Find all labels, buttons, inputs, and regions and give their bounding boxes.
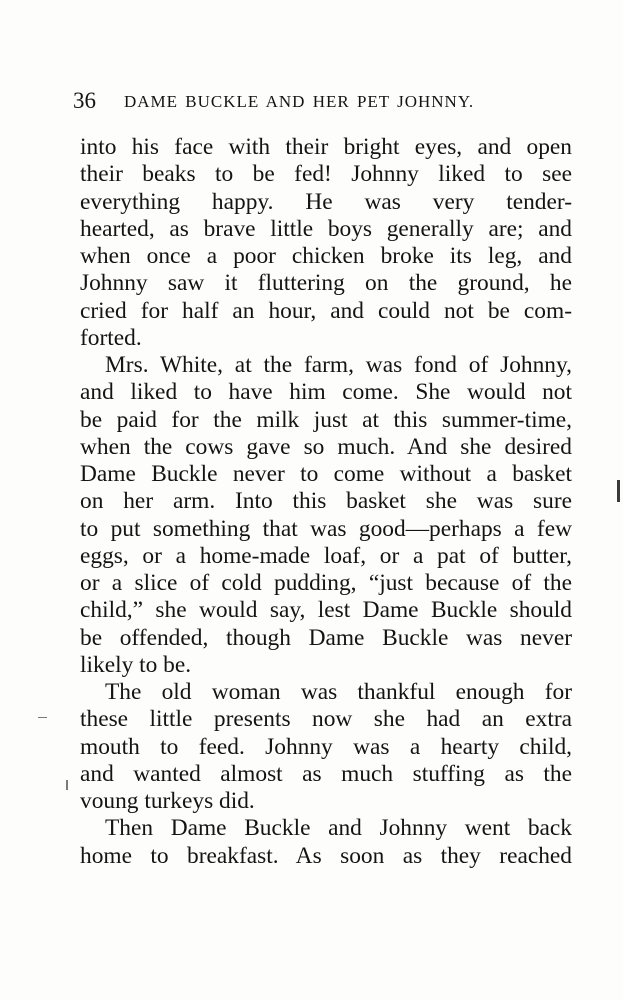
text-line: these little presents now she had an extra bbox=[80, 706, 572, 733]
page-number: 36 bbox=[73, 88, 96, 113]
text-line: eggs, or a home-made loaf, or a pat of butter, bbox=[80, 542, 572, 569]
text-line: mouth to feed. Johnny was a hearty child, bbox=[80, 733, 572, 760]
text-line: when once a poor chicken broke its leg, and bbox=[80, 243, 572, 269]
text-line: hearted, as brave little boys generally are; and bbox=[80, 215, 572, 242]
text-line: their beaks to be fed! Johnny liked to see bbox=[80, 161, 572, 188]
text-line: be offended, though Dame Buckle was never bbox=[80, 624, 572, 651]
text-line: Dame Buckle never to come without a basket bbox=[80, 461, 572, 487]
text-line: Johnny saw it fluttering on the ground, he bbox=[80, 270, 572, 297]
text-line: and liked to have him come. She would not bbox=[80, 379, 572, 406]
text-line: voung turkeys did. bbox=[80, 788, 255, 814]
text-line: on her arm. Into this basket she was sure bbox=[80, 488, 572, 515]
body-text bbox=[80, 134, 572, 870]
text-line: Then Dame Buckle and Johnny went back bbox=[105, 815, 572, 842]
text-line: cried for half an hour, and could not be com- bbox=[80, 297, 572, 324]
text-line: and wanted almost as much stuffing as the bbox=[80, 760, 572, 787]
text-line: to put something that was good—perhaps a few bbox=[80, 515, 572, 542]
text-line: likely to be. bbox=[80, 651, 192, 678]
margin-mark bbox=[617, 480, 620, 502]
text-line: child,” she would say, lest Dame Buckle should bbox=[80, 597, 572, 624]
text-line: home to breakfast. As soon as they reached bbox=[80, 842, 572, 869]
text-line: when the cows gave so much. And she desired bbox=[80, 433, 572, 460]
text-line: into his face with their bright eyes, and open bbox=[80, 134, 572, 160]
running-head: DAME BUCKLE AND HER PET JOHNNY. bbox=[124, 92, 475, 111]
text-line: Mrs. White, at the farm, was fond of Johnny, bbox=[105, 352, 572, 378]
text-line: forted. bbox=[80, 324, 142, 351]
text-line: everything happy. He was very tender- bbox=[80, 188, 572, 215]
text-line: be paid for the milk just at this summer-time, bbox=[80, 406, 572, 433]
page-header bbox=[73, 86, 569, 116]
margin-mark bbox=[66, 780, 68, 790]
text-line: The old woman was thankful enough for bbox=[105, 679, 572, 705]
text-line: or a slice of cold pudding, “just because of the bbox=[80, 570, 572, 596]
margin-mark bbox=[38, 717, 47, 718]
